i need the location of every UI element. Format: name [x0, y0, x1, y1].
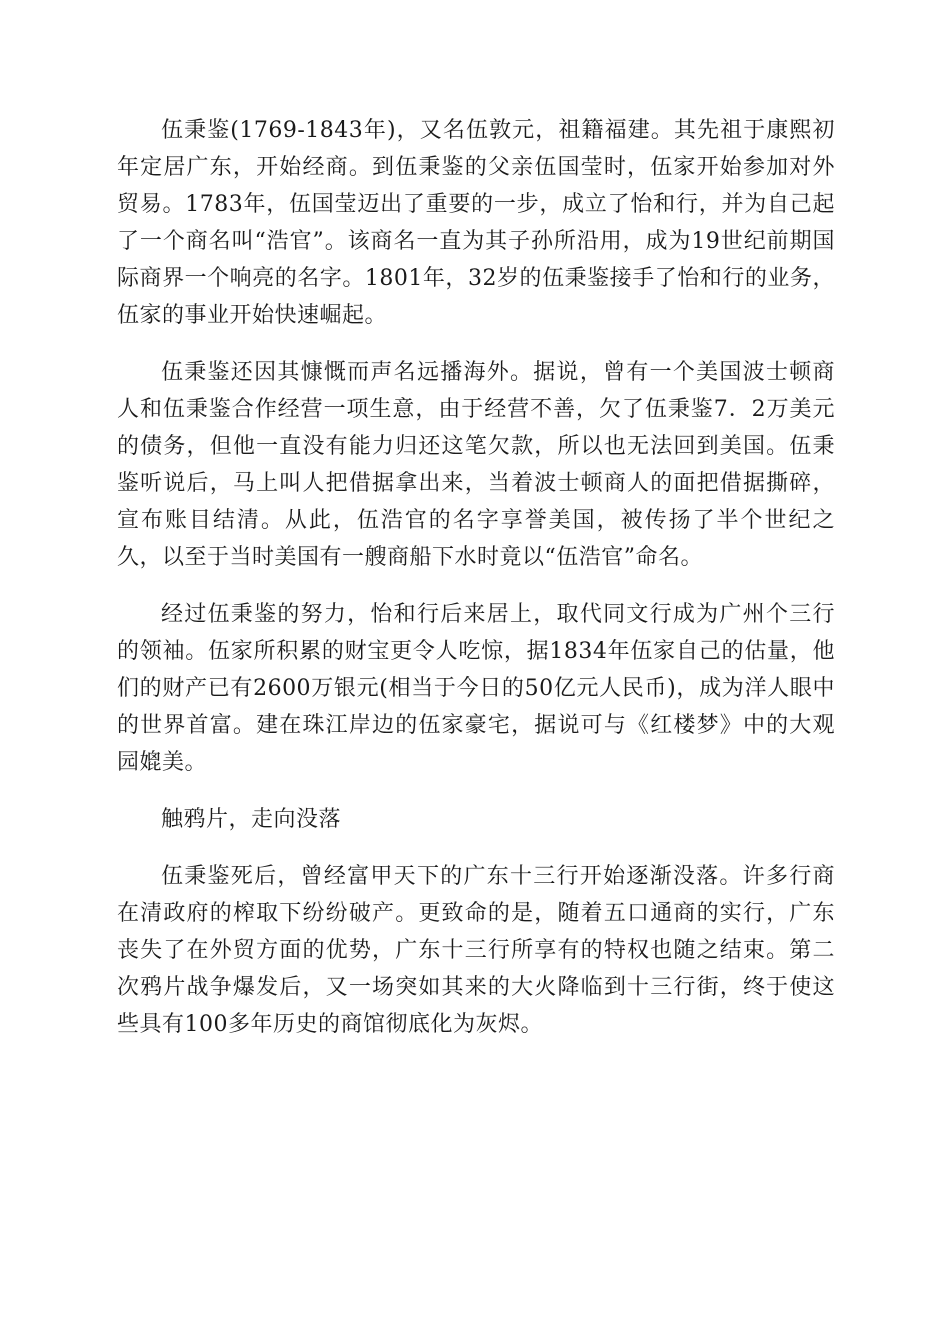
paragraph-decline: 伍秉鉴死后，曾经富甲天下的广东十三行开始逐渐没落。许多行商在清政府的榨取下纷纷破产。更致命的是，随着五口通商的实行，广东丧失了在外贸方面的优势，广东十三行所享有的特权也随之结束。第二次鸦片战争爆发后，又一场突如其来的大火降临到十三行街，终于使这些具有100多年历史的商馆彻底化为灰烬。	[117, 864, 835, 1037]
section-heading-decline: 触鸦片，走向没落	[161, 807, 342, 832]
paragraph-founding: 伍秉鉴(1769-1843年)，又名伍敦元，祖籍福建。其先祖于康熙初年定居广东，开始经商。到伍秉鉴的父亲伍国莹时，伍家开始参加对外贸易。1783年，伍国莹迈出了重要的一步，成立了怡和行，并为自己起了一个商名叫“浩官”。该商名一直为其子孙所沿用，成为19世纪前期国际商界一个响亮的名字。1801年，32岁的伍秉鉴接手了怡和行的业务，伍家的事业开始快速崛起。	[117, 118, 835, 328]
document-page	[117, 112, 835, 1063]
paragraph-generosity: 伍秉鉴还因其慷慨而声名远播海外。据说，曾有一个美国波士顿商人和伍秉鉴合作经营一项生意，由于经营不善，欠了伍秉鉴7．2万美元的债务，但他一直没有能力归还这笔欠款，所以也无法回到美国。伍秉鉴听说后，马上叫人把借据拿出来，当着波士顿商人的面把借据撕碎，宣布账目结清。从此，伍浩官的名字享誉美国，被传扬了半个世纪之久，以至于当时美国有一艘商船下水时竟以“伍浩官”命名。	[117, 360, 835, 570]
paragraph-wealth: 经过伍秉鉴的努力，怡和行后来居上，取代同文行成为广州个三行的领袖。伍家所积累的财宝更令人吃惊，据1834年伍家自己的估量，他们的财产已有2600万银元(相当于今日的50亿元人民币)，成为洋人眼中的世界首富。建在珠江岸边的伍家豪宅，据说可与《红楼梦》中的大观园媲美。	[117, 602, 835, 775]
